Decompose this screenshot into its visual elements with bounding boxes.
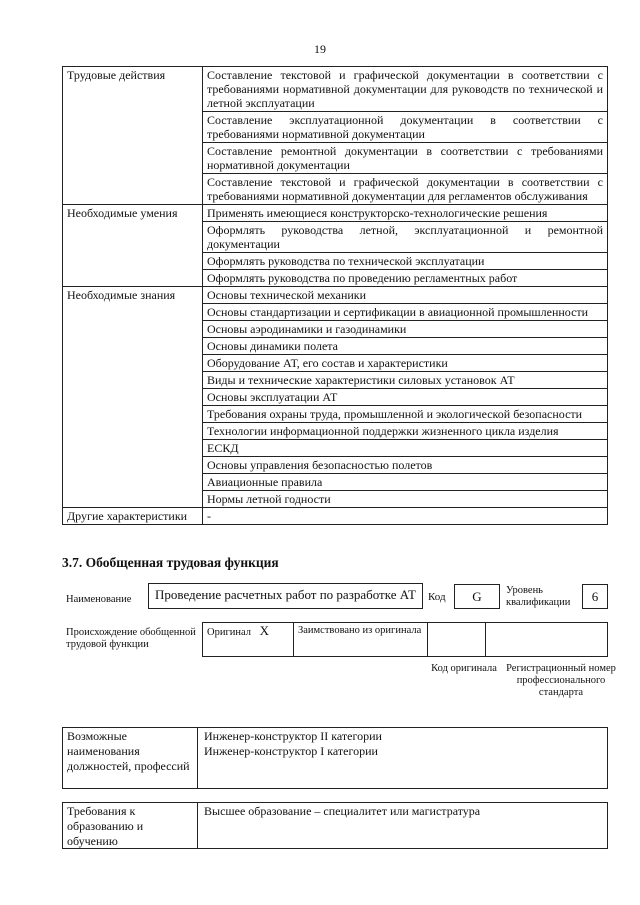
row-item-text: Составление эксплуатационной документации в соответствии с требованиями нормативной документации	[203, 112, 608, 143]
table-row	[63, 508, 608, 525]
code-label: Код	[428, 591, 446, 603]
positions-box	[62, 727, 608, 789]
row-item-text: Оборудование АТ, его состав и характеристики	[203, 355, 608, 372]
row-item-text: Составление текстовой и графической документации в соответствии с требованиями нормативной документации для руководств по технической и летной эксплуатации	[203, 67, 608, 112]
row-group-label: Трудовые действия	[63, 67, 203, 205]
section-heading: 3.7. Обобщенная трудовая функция	[62, 555, 279, 570]
function-name-box	[148, 583, 423, 609]
origin-label: Происхождение обобщенной трудовой функции	[66, 627, 196, 650]
row-item-text: Основы эксплуатации АТ	[203, 389, 608, 406]
origin-table	[202, 622, 608, 657]
row-item-text: Основы управления безопасностью полетов	[203, 457, 608, 474]
row-item-text: Требования охраны труда, промышленной и экологической безопасности	[203, 406, 608, 423]
row-item-text: Основы стандартизации и сертификации в авиационной промышленности	[203, 304, 608, 321]
row-item-text: -	[203, 508, 608, 525]
code-original-cell	[428, 623, 486, 657]
name-label: Наименование	[66, 594, 132, 605]
original-mark: X	[259, 623, 270, 638]
education-value: Высшее образование – специалитет или магистратура	[204, 804, 481, 818]
labor-function-table	[62, 66, 608, 525]
position-item: Инженер-конструктор II категории	[204, 729, 382, 743]
table-row	[63, 67, 608, 112]
borrowed-cell	[294, 623, 428, 657]
reg-number-cell	[486, 623, 608, 657]
row-item-text: Составление текстовой и графической документации в соответствии с требованиями нормативной документации для регламентов обслуживания	[203, 174, 608, 205]
row-item-text: Основы динамики полета	[203, 338, 608, 355]
level-value: 6	[582, 584, 608, 609]
positions-values	[198, 728, 607, 760]
row-item-text: Оформлять руководства по технической эксплуатации	[203, 253, 608, 270]
function-name-value: Проведение расчетных работ по разработке АТ	[155, 587, 416, 602]
code-original-caption: Код оригинала	[431, 663, 497, 674]
original-label: Оригинал	[207, 627, 251, 638]
row-group-label: Необходимые знания	[63, 287, 203, 508]
row-group-label: Необходимые умения	[63, 205, 203, 287]
row-item-text: Оформлять руководства летной, эксплуатационной и ремонтной документации	[203, 222, 608, 253]
row-item-text: Применять имеющиеся конструкторско-технологические решения	[203, 205, 608, 222]
reg-number-caption: Регистрационный номер профессионального стандарта	[506, 663, 616, 698]
row-item-text: Нормы летной годности	[203, 491, 608, 508]
row-item-text: Основы технической механики	[203, 287, 608, 304]
position-item: Инженер-конструктор I категории	[204, 744, 378, 758]
original-cell	[203, 623, 294, 657]
row-item-text: ЕСКД	[203, 440, 608, 457]
row-group-label: Другие характеристики	[63, 508, 203, 525]
table-row	[63, 287, 608, 304]
row-item-text: Составление ремонтной документации в соответствии с требованиями нормативной документации	[203, 143, 608, 174]
education-box	[62, 802, 608, 849]
row-item-text: Авиационные правила	[203, 474, 608, 491]
row-item-text: Основы аэродинамики и газодинамики	[203, 321, 608, 338]
row-item-text: Технологии информационной поддержки жизненного цикла изделия	[203, 423, 608, 440]
level-label: Уровень квалификации	[506, 585, 571, 608]
code-value: G	[454, 584, 500, 609]
row-item-text: Оформлять руководства по проведению регламентных работ	[203, 270, 608, 287]
positions-label: Возможные наименования должностей, профессий	[63, 728, 198, 788]
table-row	[63, 205, 608, 222]
education-label: Требования к образованию и обучению	[63, 803, 198, 848]
row-item-text: Виды и технические характеристики силовых установок АТ	[203, 372, 608, 389]
borrowed-label: Заимствовано из оригинала	[298, 625, 422, 636]
page-number: 19	[314, 42, 326, 56]
